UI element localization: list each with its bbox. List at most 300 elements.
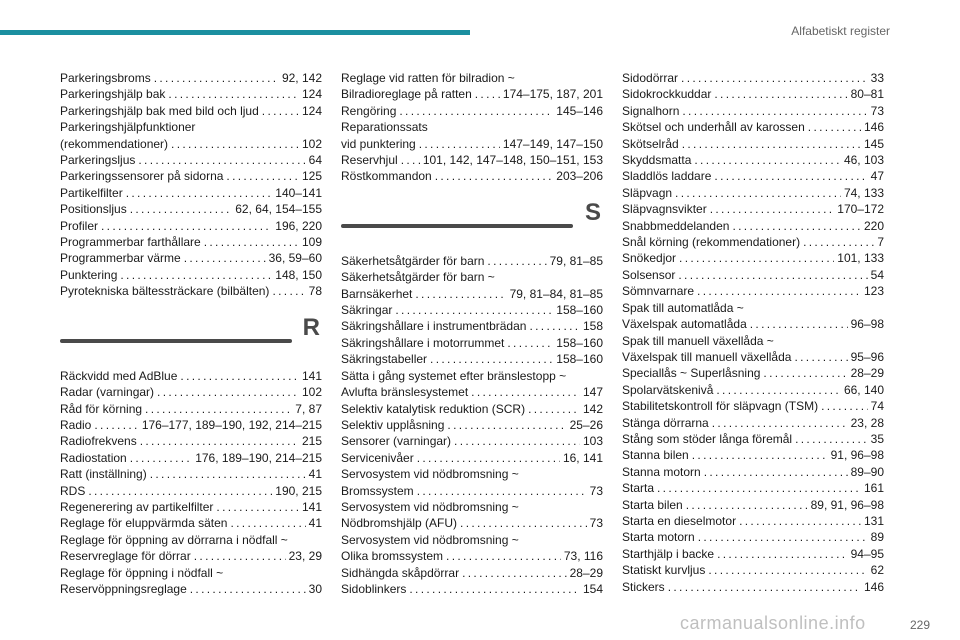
dot-leader <box>460 515 587 531</box>
index-entry <box>60 532 322 548</box>
index-entry <box>60 384 322 400</box>
index-entry <box>60 267 322 283</box>
entry-pages: 78 <box>308 284 322 299</box>
dot-leader <box>679 250 834 266</box>
index-entry <box>622 447 884 463</box>
entry-label: Reglage för eluppvärmda säten <box>60 516 228 531</box>
index-entry <box>622 464 884 480</box>
entry-label: Programmerbar farthållare <box>60 235 201 250</box>
index-entry <box>341 70 603 86</box>
watermark: carmanualsonline.info <box>680 613 866 633</box>
entry-label: Sidodörrar <box>622 71 679 85</box>
entry-label: Reservöppningsreglage <box>60 581 187 596</box>
entry-label: Röstkommandon <box>341 169 432 184</box>
entry-pages: 154 <box>582 581 603 596</box>
entry-pages: 79, 81–84, 81–85 <box>509 286 603 301</box>
entry-pages: 74 <box>870 399 884 414</box>
entry-pages: 124 <box>301 103 322 118</box>
entry-pages: 158–160 <box>556 352 603 367</box>
index-entry <box>60 136 322 152</box>
entry-pages: 74, 133 <box>843 185 884 200</box>
dot-leader <box>487 253 546 269</box>
entry-label: Säkringstabeller <box>341 352 428 367</box>
entry-pages: 73, 116 <box>563 549 603 564</box>
dot-leader <box>130 201 233 217</box>
entry-label: Ratt (inställning) <box>60 467 147 482</box>
dot-leader <box>739 513 861 529</box>
index-entry <box>60 185 322 201</box>
entry-label: Stanna motorn <box>622 464 701 479</box>
dot-leader <box>716 382 841 398</box>
dot-leader <box>686 497 808 513</box>
entry-label: Reglage för öppning av dörrarna i nödfall ~ <box>60 532 288 547</box>
entry-label: (rekommendationer) <box>60 136 169 151</box>
entry-label: Parkeringshjälp bak <box>60 87 166 102</box>
index-entry <box>341 269 603 285</box>
letter-rule <box>60 339 292 343</box>
dot-leader <box>409 581 580 597</box>
entry-pages: 102 <box>301 136 322 151</box>
index-entry <box>341 401 603 417</box>
index-entry <box>622 398 884 414</box>
entry-label: Snökedjor <box>622 251 677 266</box>
entry-pages: 80–81 <box>850 87 884 102</box>
entry-label: vid punktering <box>341 136 416 151</box>
dot-leader <box>704 464 848 480</box>
entry-label: Säkringshållare i motorrummet <box>341 335 505 350</box>
index-entry <box>622 136 884 152</box>
index-column-middle <box>341 70 603 597</box>
dot-leader <box>529 318 580 334</box>
dot-leader <box>678 267 867 283</box>
dot-leader <box>435 168 554 184</box>
entry-label: Reservreglage för dörrar <box>60 549 191 564</box>
index-entry <box>341 318 603 334</box>
entry-pages: 203–206 <box>556 169 603 184</box>
index-entry <box>622 579 884 595</box>
index-entry <box>60 499 322 515</box>
entry-pages: 161 <box>863 481 884 496</box>
entry-label: Säkringar <box>341 303 393 318</box>
index-entry <box>60 119 322 135</box>
entry-pages: 89, 91, 96–98 <box>810 497 884 512</box>
entry-label: Servosystem vid nödbromsning ~ <box>341 499 519 514</box>
entry-label: Olika bromssystem <box>341 549 444 564</box>
index-entry <box>622 267 884 283</box>
entry-pages: 174–175, 187, 201 <box>502 87 603 102</box>
dot-leader <box>417 483 587 499</box>
dot-leader <box>180 368 299 384</box>
index-entry <box>60 70 322 86</box>
entry-label: Stanna bilen <box>622 448 689 463</box>
entry-label: Stång som stöder långa föremål <box>622 431 793 446</box>
entry-pages: 64 <box>308 153 322 168</box>
entry-label: Barnsäkerhet <box>341 286 413 301</box>
entry-label: Släpvagn <box>622 185 673 200</box>
index-entry <box>341 565 603 581</box>
dot-leader <box>130 450 192 466</box>
letter-s: S <box>584 198 601 226</box>
entry-pages: 170–172 <box>837 202 884 217</box>
index-entry <box>622 415 884 431</box>
entry-label: Servicenivåer <box>341 450 414 465</box>
entry-pages: 103 <box>582 434 603 449</box>
letter-r: R <box>302 313 320 341</box>
entry-pages: 158 <box>582 319 603 334</box>
entry-label: Servosystem vid nödbromsning ~ <box>341 532 519 547</box>
entry-label: Statiskt kurvljus <box>622 563 706 578</box>
entry-pages: 102 <box>301 385 322 400</box>
entry-label: Radiostation <box>60 450 127 465</box>
index-entry <box>60 152 322 168</box>
index-entry <box>622 431 884 447</box>
entry-pages: 16, 141 <box>562 450 603 465</box>
index-entry <box>60 565 322 581</box>
entry-pages: 176, 189–190, 214–215 <box>195 450 322 465</box>
entry-label: Sensorer (varningar) <box>341 434 452 449</box>
header-accent-bar <box>0 30 470 35</box>
dot-leader <box>795 431 868 447</box>
entry-label: Starthjälp i backe <box>622 546 715 561</box>
entry-label: Servosystem vid nödbromsning ~ <box>341 467 519 482</box>
index-entry <box>341 302 603 318</box>
entry-pages: 7, 87 <box>295 401 322 416</box>
entry-label: Reparationssats <box>341 120 428 135</box>
index-entry <box>622 300 884 316</box>
index-entry <box>622 480 884 496</box>
index-entry <box>341 450 603 466</box>
entry-pages: 28–29 <box>850 366 884 381</box>
dot-leader <box>471 384 580 400</box>
index-entry <box>622 168 884 184</box>
entry-label: Säkerhetsåtgärder för barn <box>341 253 485 268</box>
entry-label: Skötsel och underhåll av karossen <box>622 120 805 135</box>
entry-pages: 73 <box>589 483 603 498</box>
dot-leader <box>194 548 286 564</box>
dot-leader <box>430 351 553 367</box>
entry-pages: 73 <box>870 103 884 118</box>
entry-label: Solsensor <box>622 267 676 282</box>
entry-pages: 95–96 <box>850 349 884 364</box>
entry-label: Spak till manuell växellåda ~ <box>622 333 774 348</box>
index-entry <box>60 417 322 433</box>
entry-label: Råd för körning <box>60 401 143 416</box>
index-entry <box>60 283 322 299</box>
dot-leader <box>120 267 272 283</box>
entry-label: Selektiv upplåsning <box>341 417 445 432</box>
dot-leader <box>698 529 868 545</box>
dot-leader <box>763 365 847 381</box>
dot-leader <box>708 562 867 578</box>
dot-leader <box>157 384 299 400</box>
index-entry <box>60 103 322 119</box>
entry-pages: 73 <box>589 516 603 531</box>
index-list-s <box>341 253 603 598</box>
dot-leader <box>150 466 306 482</box>
dot-leader <box>454 433 580 449</box>
dot-leader <box>395 302 553 318</box>
dot-leader <box>692 447 828 463</box>
index-entry <box>341 532 603 548</box>
index-entry <box>341 368 603 384</box>
entry-pages: 92, 142 <box>281 71 322 85</box>
dot-leader <box>447 417 566 433</box>
entry-label: Snål körning (rekommendationer) <box>622 235 801 250</box>
entry-label: Parkeringshjälpfunktioner <box>60 120 196 135</box>
dot-leader <box>446 548 561 564</box>
dot-leader <box>138 152 305 168</box>
index-entry <box>622 382 884 398</box>
index-entry <box>341 86 603 102</box>
entry-label: Bromssystem <box>341 483 414 498</box>
dot-leader <box>714 168 867 184</box>
entry-pages: 30 <box>308 581 322 596</box>
index-entry <box>622 562 884 578</box>
entry-label: RDS <box>60 483 86 498</box>
entry-label: Reglage vid ratten för bilradion ~ <box>341 71 515 85</box>
entry-label: Positionsljus <box>60 202 127 217</box>
index-list-s-continued <box>622 70 884 595</box>
entry-label: Släpvagnsvikter <box>622 202 707 217</box>
entry-pages: 146 <box>863 120 884 135</box>
dot-leader <box>230 515 305 531</box>
index-entry <box>341 168 603 184</box>
index-entry <box>622 70 884 86</box>
dot-leader <box>712 415 848 431</box>
entry-label: Parkeringshjälp bak med bild och ljud <box>60 103 259 118</box>
index-entry <box>622 152 884 168</box>
entry-pages: 124 <box>301 87 322 102</box>
index-entry <box>341 499 603 515</box>
entry-label: Stickers <box>622 579 665 594</box>
entry-label: Parkeringssensorer på sidorna <box>60 169 224 184</box>
entry-label: Stabilitetskontroll för släpvagn (TSM) <box>622 399 819 414</box>
entry-pages: 158–160 <box>556 303 603 318</box>
entry-pages: 196, 220 <box>275 218 322 233</box>
entry-label: Regenerering av partikelfilter <box>60 499 214 514</box>
entry-pages: 148, 150 <box>275 267 322 282</box>
index-entry <box>60 450 322 466</box>
index-entry <box>60 466 322 482</box>
page-number: 229 <box>909 618 930 632</box>
entry-pages: 36, 59–60 <box>268 251 322 266</box>
index-entry <box>341 483 603 499</box>
entry-label: Starta en dieselmotor <box>622 513 737 528</box>
entry-pages: 7 <box>877 235 884 250</box>
entry-pages: 145 <box>863 136 884 151</box>
entry-label: Parkeringsbroms <box>60 71 151 85</box>
entry-label: Selektiv katalytisk reduktion (SCR) <box>341 401 526 416</box>
entry-pages: 123 <box>863 284 884 299</box>
dot-leader <box>126 185 273 201</box>
index-entry <box>341 286 603 302</box>
entry-label: Punktering <box>60 267 118 282</box>
entry-label: Partikelfilter <box>60 185 123 200</box>
dot-leader <box>101 218 272 234</box>
index-entry <box>60 86 322 102</box>
entry-pages: 147 <box>582 385 603 400</box>
entry-pages: 145–146 <box>556 103 603 118</box>
dot-leader <box>694 152 841 168</box>
dot-leader <box>272 283 305 299</box>
entry-pages: 46, 103 <box>843 153 884 168</box>
entry-pages: 35 <box>870 431 884 446</box>
entry-pages: 62, 64, 154–155 <box>235 202 322 217</box>
entry-label: Växelspak till manuell växellåda <box>622 349 792 364</box>
dot-leader <box>794 349 847 365</box>
entry-pages: 142 <box>582 401 603 416</box>
entry-pages: 79, 81–85 <box>549 253 603 268</box>
dot-leader <box>475 86 500 102</box>
entry-label: Reservhjul <box>341 153 398 168</box>
letter-heading-r <box>60 314 322 360</box>
index-entry <box>60 201 322 217</box>
index-list-r <box>60 368 322 598</box>
entry-label: Radar (varningar) <box>60 385 155 400</box>
dot-leader <box>216 499 299 515</box>
entry-label: Radio <box>60 417 92 432</box>
dot-leader <box>710 201 835 217</box>
index-entry <box>622 86 884 102</box>
entry-label: Räckvidd med AdBlue <box>60 368 178 383</box>
entry-pages: 101, 133 <box>837 251 884 266</box>
index-entry <box>622 316 884 332</box>
entry-label: Radiofrekvens <box>60 434 137 449</box>
entry-pages: 23, 28 <box>850 415 884 430</box>
index-entry <box>60 515 322 531</box>
index-entry <box>622 513 884 529</box>
dot-leader <box>714 86 847 102</box>
dot-leader <box>88 483 272 499</box>
index-column-left <box>60 70 322 597</box>
dot-leader <box>226 168 299 184</box>
dot-leader <box>145 401 292 417</box>
entry-label: Speciallås ~ Superlåsning <box>622 366 761 381</box>
entry-label: Rengöring <box>341 103 397 118</box>
dot-leader <box>171 136 299 152</box>
index-entry <box>341 548 603 564</box>
index-entry <box>341 335 603 351</box>
entry-label: Skötselråd <box>622 136 679 151</box>
dot-leader <box>697 283 861 299</box>
dot-leader <box>821 398 868 414</box>
index-entry <box>60 548 322 564</box>
entry-pages: 54 <box>870 267 884 282</box>
index-entry <box>622 119 884 135</box>
entry-pages: 147–149, 147–150 <box>502 136 603 151</box>
entry-label: Säkringshållare i instrumentbrädan <box>341 319 527 334</box>
entry-label: Säkerhetsåtgärder för barn ~ <box>341 270 495 285</box>
index-entry <box>622 201 884 217</box>
entry-pages: 94–95 <box>850 546 884 561</box>
section-title: Alfabetiskt register <box>791 24 890 38</box>
entry-label: Starta bilen <box>622 497 683 512</box>
entry-label: Sömnvarnare <box>622 284 695 299</box>
index-entry <box>622 250 884 266</box>
dot-leader <box>204 234 299 250</box>
index-entry <box>622 333 884 349</box>
entry-pages: 125 <box>301 169 322 184</box>
entry-pages: 109 <box>301 235 322 250</box>
index-entry <box>341 384 603 400</box>
entry-pages: 62 <box>870 563 884 578</box>
entry-pages: 91, 96–98 <box>830 448 884 463</box>
entry-label: Pyrotekniska bältessträckare (bilbälten) <box>60 284 270 299</box>
index-entry <box>622 185 884 201</box>
index-entry <box>60 483 322 499</box>
entry-label: Snabbmeddelanden <box>622 218 730 233</box>
dot-leader <box>717 546 848 562</box>
entry-pages: 41 <box>308 516 322 531</box>
entry-pages: 215 <box>301 434 322 449</box>
letter-heading-s <box>341 199 603 245</box>
entry-label: Skyddsmatta <box>622 153 692 168</box>
index-entry <box>622 234 884 250</box>
index-entry <box>622 103 884 119</box>
index-entry <box>341 581 603 597</box>
index-entry <box>622 529 884 545</box>
dot-leader <box>657 480 861 496</box>
dot-leader <box>507 335 553 351</box>
index-entry <box>622 283 884 299</box>
entry-pages: 33 <box>870 71 884 85</box>
entry-label: Sidhängda skåpdörrar <box>341 565 460 580</box>
dot-leader <box>415 286 506 302</box>
entry-pages: 158–160 <box>556 335 603 350</box>
dot-leader <box>682 136 861 152</box>
entry-pages: 47 <box>870 169 884 184</box>
index-entry <box>60 250 322 266</box>
entry-label: Stänga dörrarna <box>622 415 709 430</box>
index-entry <box>341 136 603 152</box>
entry-pages: 220 <box>863 218 884 233</box>
entry-pages: 89 <box>870 530 884 545</box>
dot-leader <box>528 401 580 417</box>
entry-label: Sidokrockkuddar <box>622 87 712 102</box>
dot-leader <box>675 185 841 201</box>
dot-leader <box>682 103 867 119</box>
entry-label: Spak till automatlåda ~ <box>622 300 744 315</box>
index-entry <box>341 417 603 433</box>
dot-leader <box>184 250 266 266</box>
index-entry <box>341 253 603 269</box>
index-entry <box>60 218 322 234</box>
index-entry <box>622 546 884 562</box>
entry-pages: 66, 140 <box>843 382 884 397</box>
dot-leader <box>668 579 861 595</box>
entry-label: Starta <box>622 481 655 496</box>
dot-leader <box>462 565 567 581</box>
entry-label: Bilradioreglage på ratten <box>341 87 472 102</box>
entry-label: Nödbromshjälp (AFU) <box>341 516 458 531</box>
entry-pages: 96–98 <box>850 317 884 332</box>
entry-pages: 23, 29 <box>288 549 322 564</box>
index-entry <box>60 234 322 250</box>
index-entry <box>60 401 322 417</box>
index-entry <box>622 218 884 234</box>
index-list-r-continued <box>341 70 603 185</box>
index-entry <box>622 365 884 381</box>
index-column-right <box>622 70 884 595</box>
dot-leader <box>401 152 420 168</box>
index-entry <box>341 515 603 531</box>
letter-rule <box>341 224 573 228</box>
dot-leader <box>419 136 500 152</box>
dot-leader <box>808 119 861 135</box>
entry-pages: 176–177, 189–190, 192, 214–215 <box>141 417 322 432</box>
entry-label: Reglage för öppning i nödfall ~ <box>60 565 224 580</box>
index-entry <box>60 581 322 597</box>
